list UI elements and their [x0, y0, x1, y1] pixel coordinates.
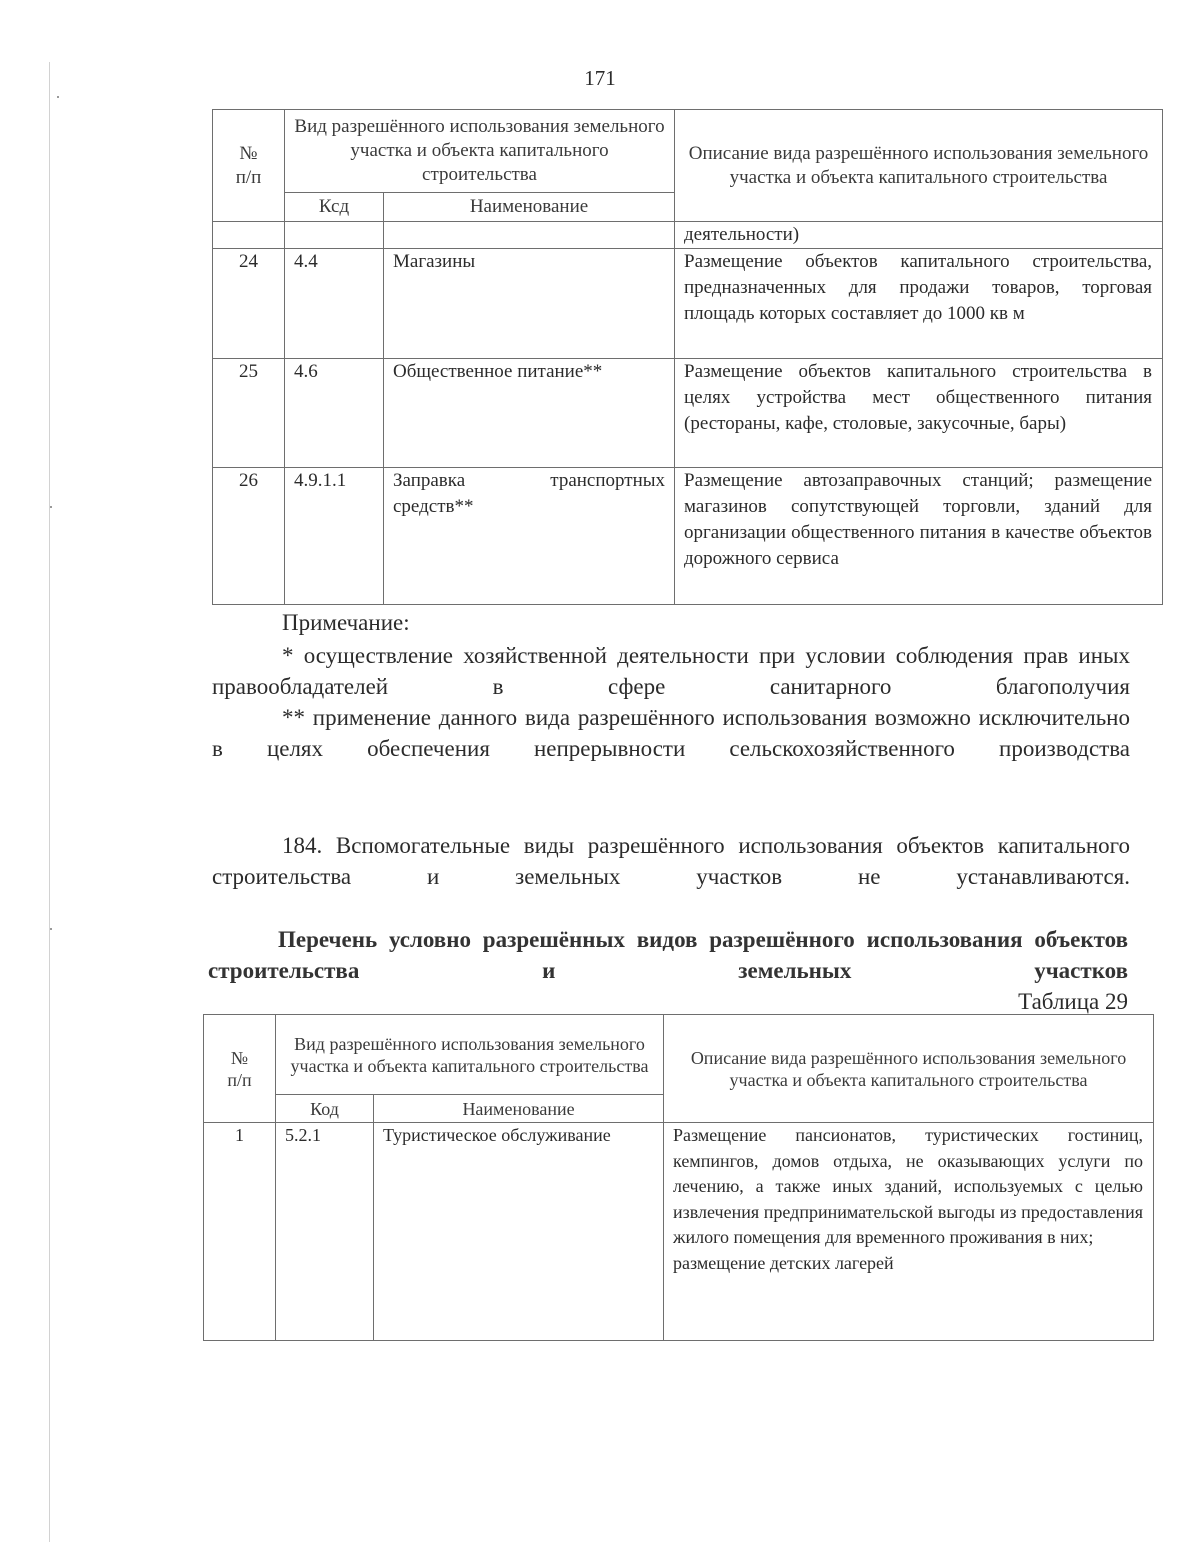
row-code: 4.9.1.1 — [285, 468, 384, 605]
header-code: Код — [276, 1095, 374, 1123]
row-description: Размещение автозаправочных станций; размещение магазинов сопутствующей торговли, зданий для организации общественного питания в качестве объектов дорожного сервиса — [675, 468, 1163, 605]
header-number: № п/п — [213, 110, 285, 222]
header-description: Описание вида разрешённого использования земельного участка и объекта капитального строительства — [675, 110, 1163, 222]
row-description: Размещение объектов капитального строительства, предназначенных для продажи товаров, торговая площадь которых составляет до 1000 кв м — [675, 249, 1163, 359]
row-name: Магазины — [384, 249, 675, 359]
header-use-type: Вид разрешённого использования земельного участка и объекта капитального строительства — [285, 110, 675, 193]
table-caption: Таблица 29 — [1018, 989, 1128, 1014]
section-heading: Перечень условно разрешённых видов разрешённого использования объектов строительства и земельных участков — [208, 927, 1128, 983]
row-number: 1 — [204, 1123, 276, 1341]
page-number: 171 — [584, 66, 616, 90]
header-name: Наименование — [374, 1095, 664, 1123]
table-row — [204, 1123, 1154, 1341]
header-name: Наименование — [384, 193, 675, 222]
header-number: № п/п — [204, 1015, 276, 1123]
header-description: Описание вида разрешённого использования земельного участка и объекта капитального строительства — [664, 1015, 1154, 1123]
row-number: 25 — [213, 359, 285, 468]
row-name: Заправка транспортных средств** — [384, 468, 675, 605]
row-name: Общественное питание** — [384, 359, 675, 468]
paragraph-184: 184. Вспомогательные виды разрешённого использования объектов капитального строительства и земельных участков не устанавливаются. — [212, 833, 1130, 889]
row-number — [213, 222, 285, 249]
scan-speck — [50, 506, 52, 508]
scan-speck — [57, 96, 59, 98]
row-number: 24 — [213, 249, 285, 359]
scan-speck — [50, 928, 52, 930]
table-row — [213, 468, 1163, 605]
row-code: 4.4 — [285, 249, 384, 359]
row-code — [285, 222, 384, 249]
row-description-extra: размещение детских лагерей — [673, 1252, 894, 1273]
permitted-uses-table-continued — [212, 109, 1163, 605]
conditional-uses-table — [203, 1014, 1154, 1341]
row-description-main: Размещение пансионатов, туристических гостиниц, кемпингов, домов отдыха, не оказывающих услуги по лечению, а также иных зданий, используемых с целью извлечения предпринимательской выгоды из предоставления жилого помещения для временного проживания в них; — [673, 1125, 1144, 1247]
scan-edge-line — [49, 62, 50, 1542]
table-row — [213, 222, 1163, 249]
note-item-2: ** применение данного вида разрешённого использования возможно исключительно в целях обеспечения непрерывности сельскохозяйственного производства — [212, 705, 1130, 761]
row-description — [664, 1123, 1154, 1341]
row-code: 5.2.1 — [276, 1123, 374, 1341]
row-number: 26 — [213, 468, 285, 605]
table-row — [213, 249, 1163, 359]
row-description: Размещение объектов капитального строительства в целях устройства мест общественного питания (рестораны, кафе, столовые, закусочные, бары) — [675, 359, 1163, 468]
note-item-1: * осуществление хозяйственной деятельности при условии соблюдения прав иных правообладателей в сфере санитарного благополучия — [212, 643, 1130, 699]
row-name — [384, 222, 675, 249]
header-use-type: Вид разрешённого использования земельного участка и объекта капитального строительства — [276, 1015, 664, 1095]
table-row — [213, 359, 1163, 468]
row-name: Туристическое обслуживание — [374, 1123, 664, 1341]
header-code: Ксд — [285, 193, 384, 222]
row-description: деятельности) — [675, 222, 1163, 249]
note-title: Примечание: — [282, 610, 410, 635]
row-code: 4.6 — [285, 359, 384, 468]
